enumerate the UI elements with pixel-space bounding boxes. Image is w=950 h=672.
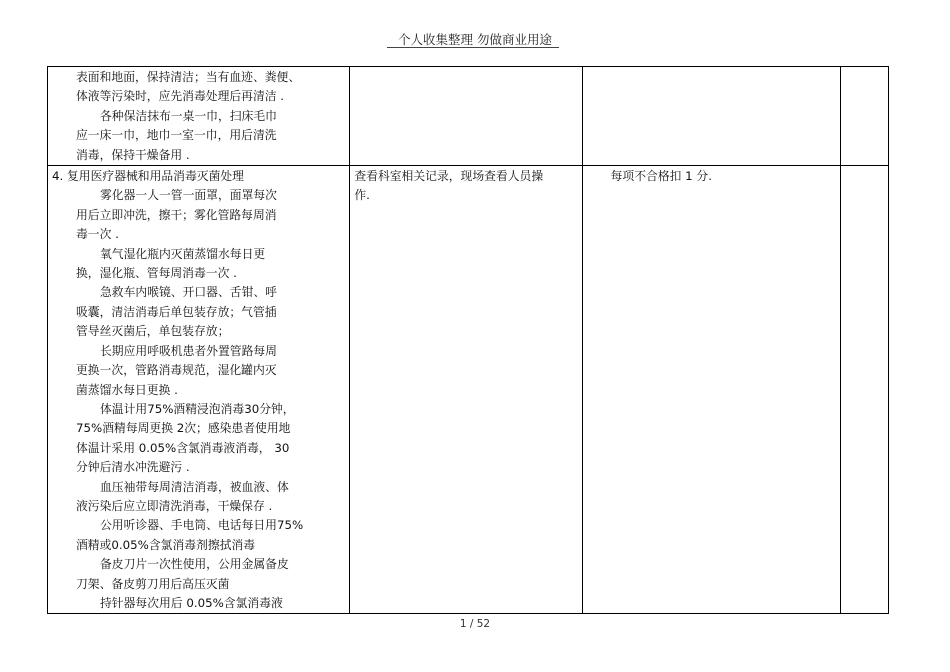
text-line: 公用听诊器、手电筒、电话每日用75% [100, 518, 304, 533]
text-line: 作. [354, 188, 370, 203]
text-line: 换，湿化瓶、管每周消毒一次 . [76, 266, 237, 281]
table-row [48, 67, 889, 166]
text-line: 体温计用75%酒精浸泡消毒30分钟， [100, 401, 295, 416]
score-cell [840, 166, 888, 614]
text-line: 分钟后清水冲洗避污 . [76, 460, 190, 475]
requirement-cell [48, 67, 350, 166]
text-line: 雾化器一人一管一面罩，面罩每次 [100, 188, 277, 203]
table-row [48, 166, 889, 614]
text-line: 用后立即冲洗，擦干；雾化管路每周消 [76, 207, 277, 222]
method-cell [350, 67, 582, 166]
header-underline [387, 47, 559, 48]
method-cell [350, 166, 582, 614]
item-heading: 4. 复用医疗器械和用品消毒灭菌处理 [52, 169, 244, 184]
text-line: 管导丝灭菌后，单包装存放； [76, 324, 230, 339]
text-line: 菌蒸馏水每日更换 . [76, 382, 178, 397]
text-line: 各种保洁抹布一桌一巾，扫床毛巾 [100, 108, 277, 123]
text-line: 体液等污染时，应先消毒处理后再清洁 . [76, 89, 285, 104]
text-line: 体温计采用 0.05%含氯消毒液消毒， 30 [76, 440, 290, 455]
page-number: 1 / 52 [459, 618, 491, 630]
text-line: 氧气湿化瓶内灭菌蒸馏水每日更 [100, 246, 266, 261]
text-line: 液污染后应立即清洗消毒，干燥保存 . [76, 498, 273, 513]
score-cell [840, 67, 888, 166]
text-line: 75%酒精每周更换 2次；感染患者使用地 [76, 421, 291, 436]
scoring-cell [582, 166, 840, 614]
text-line: 刀架、备皮剪刀用后高压灭菌 [76, 576, 230, 591]
text-line: 持针器每次用后 0.05%含氯消毒液 [100, 595, 283, 610]
page-header: 个人收集整理 勿做商业用途 [398, 32, 552, 47]
scoring-cell [582, 67, 840, 166]
text-line: 吸囊，清洁消毒后单包装存放；气管插 [76, 304, 277, 319]
text-line: 更换一次，管路消毒规范，湿化罐内灭 [76, 363, 277, 378]
criteria-table [47, 66, 889, 614]
text-line: 查看科室相关记录，现场查看人员操 [354, 169, 544, 184]
text-line: 血压袖带每周清洁消毒，被血液、体 [100, 479, 289, 494]
text-line: 毒一次 . [76, 227, 119, 242]
text-line: 消毒，保持干燥备用 . [76, 147, 190, 162]
text-line: 每项不合格扣 1 分. [610, 169, 712, 184]
text-line: 长期应用呼吸机患者外置管路每周 [100, 343, 277, 358]
text-line: 酒精或0.05%含氯消毒剂擦拭消毒 [76, 537, 256, 552]
requirement-cell [48, 166, 350, 614]
text-line: 应一床一巾，地巾一室一巾，用后清洗 [76, 128, 277, 143]
text-line: 表面和地面，保持清洁；当有血迹、粪便、 [76, 70, 301, 84]
text-line: 急救车内喉镜、开口器、舌钳、呼 [100, 285, 277, 300]
text-line: 备皮刀片一次性使用，公用金属备皮 [100, 557, 289, 572]
